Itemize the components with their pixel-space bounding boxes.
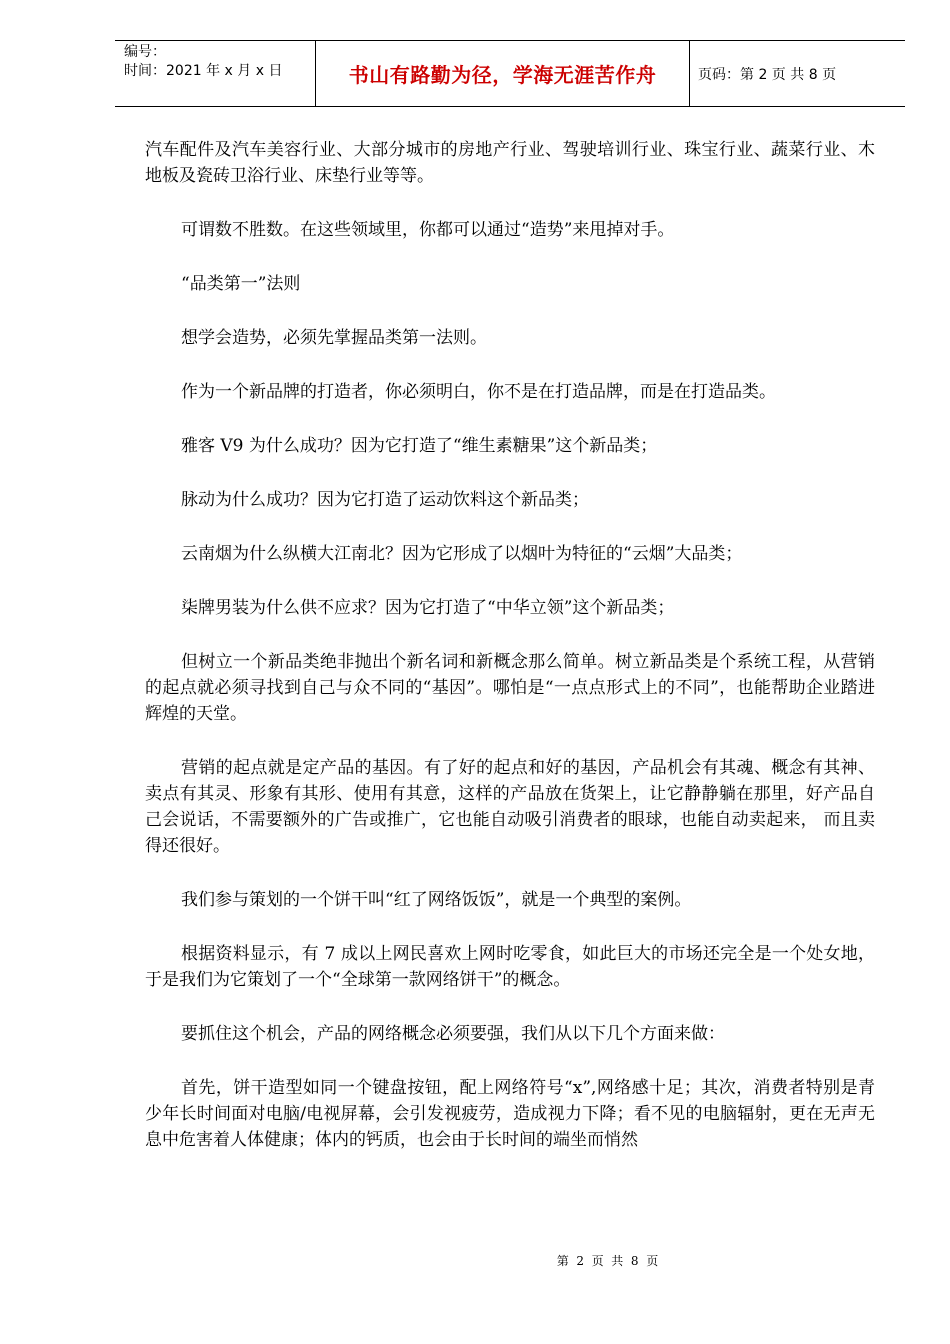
header-motto: 书山有路勤为径，学海无涯苦作舟 [348,63,657,87]
body-paragraph: 可谓数不胜数。在这些领域里，你都可以通过“造势”来甩掉对手。 [181,220,675,240]
header-page-info [690,41,905,106]
body-paragraph: 要抓住这个机会，产品的网络概念必须要强，我们从以下几个方面来做： [181,1024,725,1044]
body-paragraph: 根据资料显示，有 7 成以上网民喜欢上网时吃零食，如此巨大的市场还完全是一个处女地，于是我们为它策划了一个“全球第一款网络饼干”的概念。 [145,944,875,990]
body-paragraph: “品类第一”法则 [181,274,301,294]
body-paragraph: 我们参与策划的一个饼干叫“红了网络饭饭”，就是一个典型的案例。 [181,890,692,910]
header-motto-cell [316,41,690,106]
header-meta [115,41,316,106]
body-paragraph: 但树立一个新品类绝非抛出个新名词和新概念那么简单。树立新品类是个系统工程，从营销的起点就必须寻找到自己与众不同的“基因”。哪怕是“一点点形式上的不同”，也能帮助企业踏进辉煌的天堂。 [145,652,875,724]
page-footer: 第 2 页 共 8 页 [556,1254,659,1268]
document-date-label: 时间：2021 年 x 月 x 日 [124,63,283,79]
body-paragraph: 雅客 V9 为什么成功？因为它打造了“维生素糖果”这个新品类； [181,436,658,456]
body-paragraph: 营销的起点就是定产品的基因。有了好的起点和好的基因，产品机会有其魂、概念有其神、卖点有其灵、形象有其形、使用有其意，这样的产品放在货架上，让它静静躺在那里，好产品自己会说话，不需要额外的广告或推广，它也能自动吸引消费者的眼球，也能自动卖起来， 而且卖得还很好。 [145,758,875,856]
body-paragraph: 柒牌男装为什么供不应求？因为它打造了“中华立领”这个新品类； [181,598,675,618]
body-paragraph: 脉动为什么成功？因为它打造了运动饮料这个新品类； [181,490,589,510]
document-number-label: 编号： [124,44,166,60]
body-paragraph: 想学会造势，必须先掌握品类第一法则。 [181,328,487,348]
header-page-number: 页码：第 2 页 共 8 页 [698,66,837,83]
body-paragraph: 云南烟为什么纵横大江南北？因为它形成了以烟叶为特征的“云烟”大品类； [181,544,743,564]
body-paragraph: 作为一个新品牌的打造者，你必须明白，你不是在打造品牌，而是在打造品类。 [181,382,776,402]
body-paragraph: 首先，饼干造型如同一个键盘按钮，配上网络符号“x”,网络感十足；其次，消费者特别是青少年长时间面对电脑/电视屏幕，会引发视疲劳，造成视力下降；看不见的电脑辐射，更在无声无息中危害着人体健康；体内的钙质，也会由于长时间的端坐而悄然 [145,1078,875,1150]
page-header [115,40,905,107]
document-body [145,137,875,1181]
body-paragraph: 汽车配件及汽车美容行业、大部分城市的房地产行业、驾驶培训行业、珠宝行业、蔬菜行业、木地板及瓷砖卫浴行业、床垫行业等等。 [145,140,875,186]
